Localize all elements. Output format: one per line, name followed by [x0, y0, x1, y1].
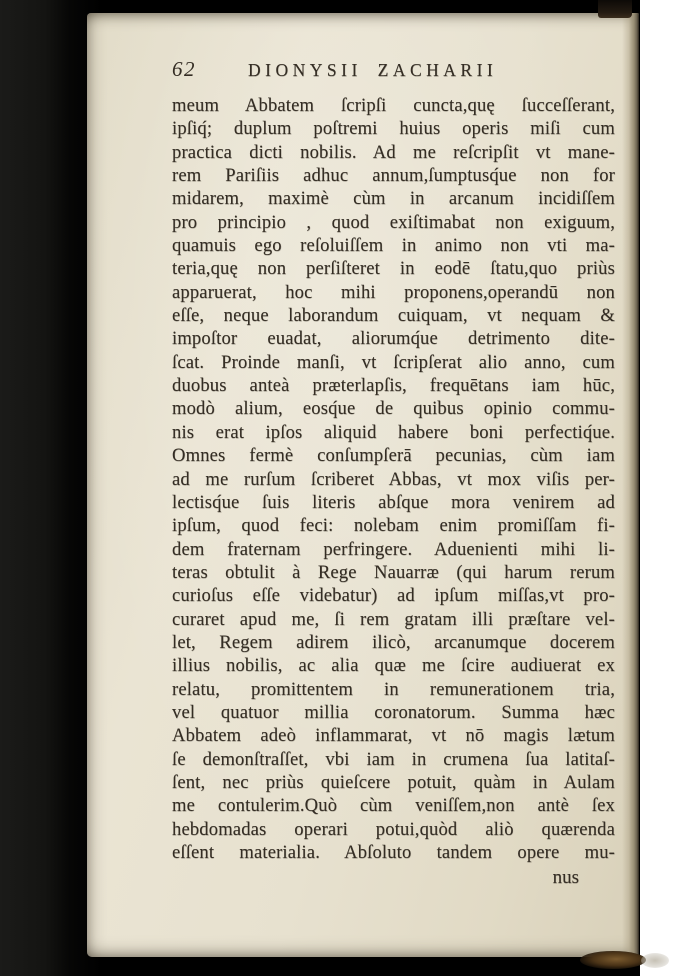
- text-line: hebdomadas operari potui,quòd aliò quærenda: [172, 818, 615, 840]
- text-line: vel quatuor millia coronatorum. Summa hæc: [172, 701, 615, 723]
- text-line: illius nobilis, ac alia quæ me ſcire audiuerat ex: [172, 655, 615, 677]
- paper-smudge: [641, 953, 669, 968]
- binding-shadow: [598, 0, 632, 18]
- text-line: relatu, promittentem in remunerationem tria,: [172, 678, 615, 700]
- text-line: curioſus eſſe videbatur) ad ipſum miſſas,vt pro-: [172, 585, 615, 607]
- text-line: quamuis ego reſoluiſſem in animo non vti ma-: [172, 235, 615, 257]
- text-line: nis erat ipſos aliquid habere boni perfectiq́ue.: [172, 421, 615, 443]
- text-line: teria,quę non perſiſteret in eodē ſtatu,quo priùs: [172, 258, 615, 280]
- book-edge-blob: [580, 951, 646, 969]
- text-line: ad me rurſum ſcriberet Abbas, vt mox viſis per-: [172, 468, 615, 490]
- text-line: midarem, maximè cùm in arcanum incidiſſem: [172, 188, 615, 210]
- text-line: Abbatem adeò inflammarat, vt nō magis lætum: [172, 725, 615, 747]
- text-line: rem Pariſiis adhuc annum,ſumptusq́ue non for: [172, 165, 615, 187]
- text-line: duobus anteà præterlapſis, frequētans iam hūc,: [172, 375, 615, 397]
- text-line: let, Regem adirem ilicò, arcanumque docerem: [172, 631, 615, 653]
- text-line: curaret apud me, ſi rem gratam illi præſtare vel-: [172, 608, 615, 630]
- text-line: ſent, nec priùs quieſcere potuit, quàm in Aulam: [172, 771, 615, 793]
- catchword: nus: [552, 867, 579, 888]
- running-title: DIONYSII ZACHARII: [248, 60, 498, 80]
- text-line: eſſe, neque laborandum cuiquam, vt nequam &: [172, 305, 615, 327]
- text-line: practica dicti nobilis. Ad me reſcripſit vt mane-: [172, 141, 615, 163]
- text-line: lectisq́ue ſuis literis abſque mora venirem ad: [172, 491, 615, 513]
- text-line: meum Abbatem ſcripſi cuncta,quę ſucceſſerant,: [172, 95, 615, 116]
- text-line: pro principio , quod exiſtimabat non exiguum,: [172, 211, 615, 233]
- page-stack-edge: [622, 13, 639, 957]
- text-line: Omnes fermè conſumpſerā pecunias, cùm iam: [172, 445, 615, 467]
- text-line: dem fraternam perfringere. Aduenienti mihi li-: [172, 538, 615, 560]
- text-line: me contulerim.Quò cùm veniſſem,non antè ſex: [172, 795, 615, 817]
- page-number: 62: [172, 57, 196, 81]
- text-line: eſſent materialia. Abſoluto tandem opere mu-: [172, 842, 615, 863]
- text-line: ipſiq́; duplum poſtremi huius operis miſi cum: [172, 118, 615, 140]
- text-line: impoſtor euadat, aliorumq́ue detrimento dite-: [172, 328, 615, 350]
- text-line: ipſum, quod feci: nolebam enim promiſſam fi-: [172, 515, 615, 537]
- page-header: [172, 57, 615, 85]
- text-line: ſe demonſtraſſet, vbi iam in crumena ſua latitaſ-: [172, 748, 615, 770]
- text-line: teras obtulit à Rege Nauarræ (qui harum rerum: [172, 561, 615, 583]
- text-line: modò alium, eosq́ue de quibus opinio commu-: [172, 398, 615, 420]
- text-block: [172, 94, 615, 864]
- text-line: ſcat. Proinde manſi, vt ſcripſerat alio anno, cum: [172, 351, 615, 373]
- text-line: apparuerat, hoc mihi proponens,operandū non: [172, 281, 615, 303]
- book-page: [87, 13, 639, 957]
